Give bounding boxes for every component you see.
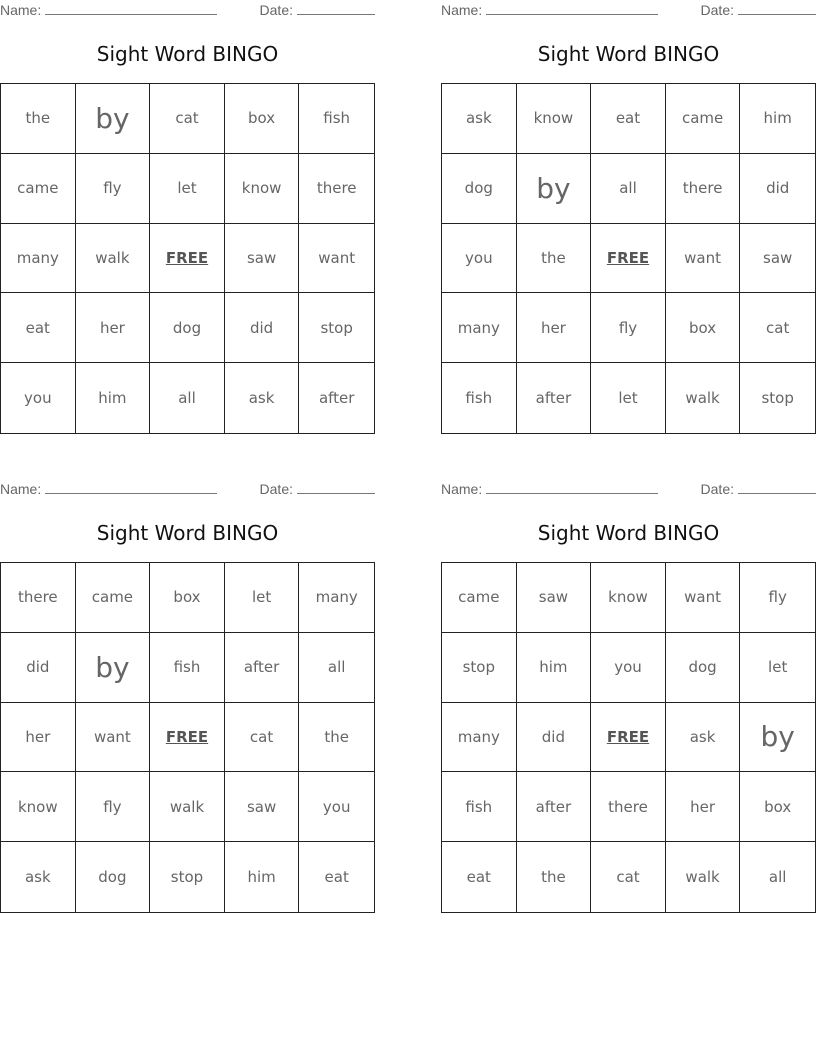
bingo-cell: her (76, 293, 151, 363)
bingo-cell: the (1, 84, 76, 154)
bingo-cell: after (517, 772, 592, 842)
name-field (0, 481, 217, 497)
bingo-grid (441, 562, 816, 913)
bingo-card (0, 0, 375, 434)
bingo-grid (441, 83, 816, 434)
date-label: Date: (700, 481, 734, 497)
bingo-cell: stop (150, 842, 225, 912)
bingo-cell: walk (150, 772, 225, 842)
bingo-cell: by (76, 633, 151, 703)
bingo-cell: came (1, 154, 76, 224)
bingo-cell: want (666, 224, 741, 294)
bingo-cell: box (666, 293, 741, 363)
bingo-cell: her (517, 293, 592, 363)
bingo-cell: him (740, 84, 815, 154)
bingo-cell: walk (666, 363, 741, 433)
name-label: Name: (441, 481, 483, 497)
date-blank-line (297, 2, 375, 15)
date-field (701, 481, 816, 497)
bingo-cell: you (591, 633, 666, 703)
bingo-cell: cat (591, 842, 666, 912)
bingo-cell: want (666, 563, 741, 633)
bingo-cell: dog (666, 633, 741, 703)
bingo-cell: came (666, 84, 741, 154)
bingo-cell: let (150, 154, 225, 224)
bingo-cell: there (1, 563, 76, 633)
bingo-cell: box (740, 772, 815, 842)
free-space: FREE (591, 703, 666, 773)
bingo-cell: saw (517, 563, 592, 633)
date-label: Date: (700, 2, 734, 18)
bingo-cell: let (225, 563, 300, 633)
bingo-cell: want (76, 703, 151, 773)
bingo-cell: by (517, 154, 592, 224)
date-label: Date: (259, 481, 293, 497)
bingo-cell: many (299, 563, 374, 633)
bingo-cell: know (225, 154, 300, 224)
bingo-cell: many (1, 224, 76, 294)
date-blank-line (738, 481, 816, 494)
bingo-cell: fly (76, 154, 151, 224)
free-space: FREE (591, 224, 666, 294)
free-space: FREE (150, 703, 225, 773)
card-title: Sight Word BINGO (96, 42, 279, 66)
bingo-cell: dog (76, 842, 151, 912)
name-label: Name: (0, 2, 42, 18)
bingo-cell: eat (442, 842, 517, 912)
name-field (0, 2, 217, 18)
bingo-cell: all (299, 633, 374, 703)
bingo-cell: fish (299, 84, 374, 154)
bingo-cell: came (76, 563, 151, 633)
bingo-cell: box (225, 84, 300, 154)
date-label: Date: (259, 2, 293, 18)
bingo-card (441, 479, 816, 913)
name-blank-line (45, 481, 217, 494)
bingo-cell: after (318, 389, 355, 408)
bingo-cell: ask (225, 363, 300, 433)
bingo-cell: all (591, 154, 666, 224)
bingo-cell: the (517, 224, 592, 294)
bingo-cell: him (517, 633, 592, 703)
bingo-cell: stop (761, 389, 794, 408)
bingo-cell: eat (1, 293, 76, 363)
bingo-cell: know (591, 563, 666, 633)
bingo-cell: know (1, 772, 76, 842)
bingo-cell: many (442, 703, 517, 773)
bingo-cell: dog (150, 293, 225, 363)
bingo-cell: saw (225, 772, 300, 842)
bingo-cell: after (225, 633, 300, 703)
bingo-cell: fly (740, 563, 815, 633)
date-field (260, 481, 375, 497)
bingo-cell: cat (225, 703, 300, 773)
date-blank-line (297, 481, 375, 494)
name-blank-line (486, 481, 658, 494)
date-field (701, 2, 816, 18)
bingo-cell: cat (740, 293, 815, 363)
bingo-cell: did (1, 633, 76, 703)
bingo-cell: want (299, 224, 374, 294)
name-label: Name: (0, 481, 42, 497)
bingo-cell: the (299, 703, 374, 773)
bingo-cell: by (76, 84, 151, 154)
bingo-cell: all (150, 363, 225, 433)
bingo-cell: eat (591, 84, 666, 154)
bingo-cell: him (76, 363, 151, 433)
bingo-cell: there (591, 772, 666, 842)
bingo-cell: let (740, 633, 815, 703)
bingo-card (441, 0, 816, 434)
bingo-cell: her (666, 772, 741, 842)
name-blank-line (486, 2, 658, 15)
bingo-cell: did (740, 154, 815, 224)
bingo-cell: ask (1, 842, 76, 912)
bingo-cell: know (517, 84, 592, 154)
bingo-cell: saw (740, 224, 815, 294)
bingo-cell: walk (666, 842, 741, 912)
bingo-cell: did (225, 293, 300, 363)
date-blank-line (738, 2, 816, 15)
card-title: Sight Word BINGO (537, 521, 720, 545)
bingo-cell: let (591, 363, 666, 433)
bingo-cell: fly (591, 293, 666, 363)
bingo-cell: fish (442, 363, 517, 433)
bingo-cell: cat (150, 84, 225, 154)
card-title: Sight Word BINGO (96, 521, 279, 545)
bingo-cell: fish (442, 772, 517, 842)
bingo-grid (0, 562, 375, 913)
bingo-cell: you (1, 363, 76, 433)
bingo-cell: ask (666, 703, 741, 773)
date-field (260, 2, 375, 18)
bingo-cell: ask (442, 84, 517, 154)
bingo-cell: many (442, 293, 517, 363)
bingo-cell: walk (76, 224, 151, 294)
bingo-cell: fish (150, 633, 225, 703)
bingo-cell: dog (442, 154, 517, 224)
bingo-cell: all (768, 868, 787, 887)
bingo-cell: there (299, 154, 374, 224)
bingo-card (0, 479, 375, 913)
bingo-cell: box (150, 563, 225, 633)
name-label: Name: (441, 2, 483, 18)
bingo-cell: after (517, 363, 592, 433)
bingo-grid (0, 83, 375, 434)
bingo-cell: fly (76, 772, 151, 842)
bingo-cell: her (1, 703, 76, 773)
bingo-cell: by (740, 703, 815, 773)
bingo-cell: saw (225, 224, 300, 294)
free-space: FREE (150, 224, 225, 294)
bingo-cell: did (517, 703, 592, 773)
bingo-cell: stop (442, 633, 517, 703)
bingo-cell: eat (324, 868, 349, 887)
bingo-cell: came (442, 563, 517, 633)
bingo-cell: you (442, 224, 517, 294)
bingo-cell: you (299, 772, 374, 842)
name-field (441, 2, 658, 18)
name-field (441, 481, 658, 497)
bingo-cell: him (225, 842, 300, 912)
bingo-cell: the (517, 842, 592, 912)
bingo-cell: stop (299, 293, 374, 363)
bingo-cell: there (666, 154, 741, 224)
name-blank-line (45, 2, 217, 15)
card-title: Sight Word BINGO (537, 42, 720, 66)
